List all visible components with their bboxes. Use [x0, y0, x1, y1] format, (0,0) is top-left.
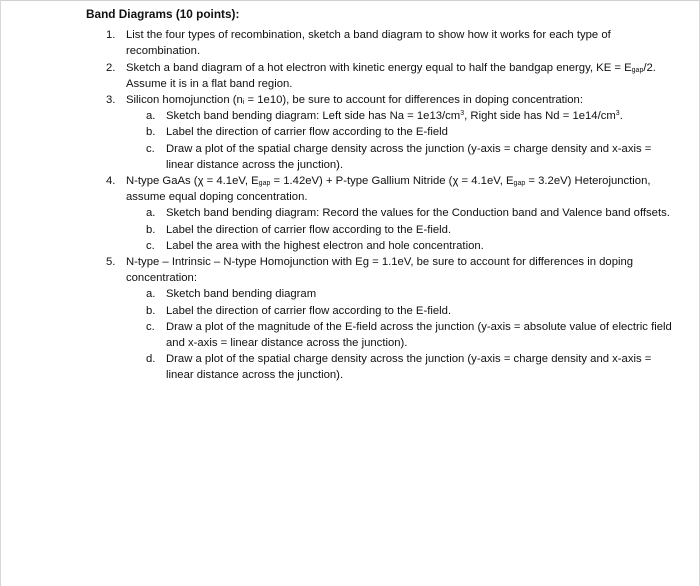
subquestion-5d	[126, 351, 676, 383]
subquestion-letter: b.	[146, 223, 156, 236]
question-text: List the four types of recombination, sketch a band diagram to show how it works for each type of recombination.	[126, 29, 611, 58]
subquestion-text: Label the direction of carrier flow according to the E-field.	[166, 223, 452, 236]
subquestion-5c	[126, 319, 676, 351]
subquestion-text: Label the direction of carrier flow according to the E-field	[166, 126, 448, 139]
subquestion-4c	[126, 238, 676, 254]
subquestion-3b	[126, 124, 676, 140]
question-4	[86, 173, 676, 254]
subquestion-letter: c.	[146, 239, 155, 252]
subquestion-text: Draw a plot of the spatial charge density across the junction (y-axis = charge density and x-axis = linear distance across the junction).	[166, 353, 652, 382]
subquestion-3a	[126, 108, 676, 124]
question-text: Silicon homojunction $(n_i = 1e10)$, be sure to account for differences in doping concentration:	[126, 94, 583, 107]
question-text: Sketch a band diagram of a hot electron with kinetic energy equal to half the bandgap energy, KE = $E_{gap}/2$. Assume it is in a flat band region.	[126, 61, 656, 90]
subquestion-list	[126, 205, 676, 254]
subquestion-text: Draw a plot of the spatial charge density across the junction (y-axis = charge density and x-axis = linear distance across the junction).	[166, 142, 652, 171]
question-3	[86, 92, 676, 173]
question-number: 4.	[106, 175, 116, 188]
subquestion-letter: c.	[146, 142, 155, 155]
document-content	[86, 6, 676, 384]
subquestion-text: Sketch band bending diagram: Left side has $Na = 1e13/cm^3$, Right side has $Nd = 1e14/cm^3$.	[166, 110, 623, 123]
subquestion-5a	[126, 286, 676, 302]
page-border-top	[0, 0, 700, 1]
page-border-left	[0, 0, 1, 586]
subquestion-letter: a.	[146, 288, 156, 301]
question-list	[86, 27, 676, 383]
subquestion-text: Draw a plot of the magnitude of the E-field across the junction (y-axis = absolute value of electric field and x-axis = linear distance across the junction).	[166, 320, 672, 350]
section-title: Band Diagrams (10 points):	[86, 7, 240, 21]
subquestion-5b	[126, 303, 676, 319]
subquestion-letter: c.	[146, 320, 155, 333]
question-text: N-type – Intrinsic – N-type Homojunction with Eg = 1.1eV, be sure to account for differences in doping concentration:	[126, 256, 634, 285]
question-number: 1.	[106, 29, 116, 42]
subquestion-text: Label the direction of carrier flow according to the E-field.	[166, 304, 452, 317]
subquestion-text: Sketch band bending diagram: Record the values for the Conduction band and Valence band offsets.	[166, 207, 670, 220]
question-5	[86, 254, 676, 384]
question-number: 5.	[106, 256, 116, 269]
subquestion-letter: a.	[146, 207, 156, 220]
subquestion-letter: d.	[146, 353, 156, 366]
subquestion-letter: b.	[146, 126, 156, 139]
question-1	[86, 27, 676, 59]
subquestion-4b	[126, 222, 676, 238]
subquestion-letter: a.	[146, 110, 156, 123]
subquestion-text: Sketch band bending diagram	[166, 288, 317, 301]
subquestion-text: Label the area with the highest electron and hole concentration.	[166, 239, 484, 252]
question-2	[86, 60, 676, 92]
subquestion-list	[126, 286, 676, 383]
subquestion-list	[126, 108, 676, 173]
subquestion-4a	[126, 205, 676, 221]
question-number: 3.	[106, 94, 116, 107]
question-number: 2.	[106, 61, 116, 74]
question-text: N-type GaAs (χ = 4.1eV, $E_{gap} = 1.42eV$) + P-type Gallium Nitride (χ = 4.1eV, $E_{gap} = 3.2eV$) Heterojunction, assume equal doping concentration.	[126, 175, 651, 204]
subquestion-3c	[126, 141, 676, 173]
subquestion-letter: b.	[146, 304, 156, 317]
